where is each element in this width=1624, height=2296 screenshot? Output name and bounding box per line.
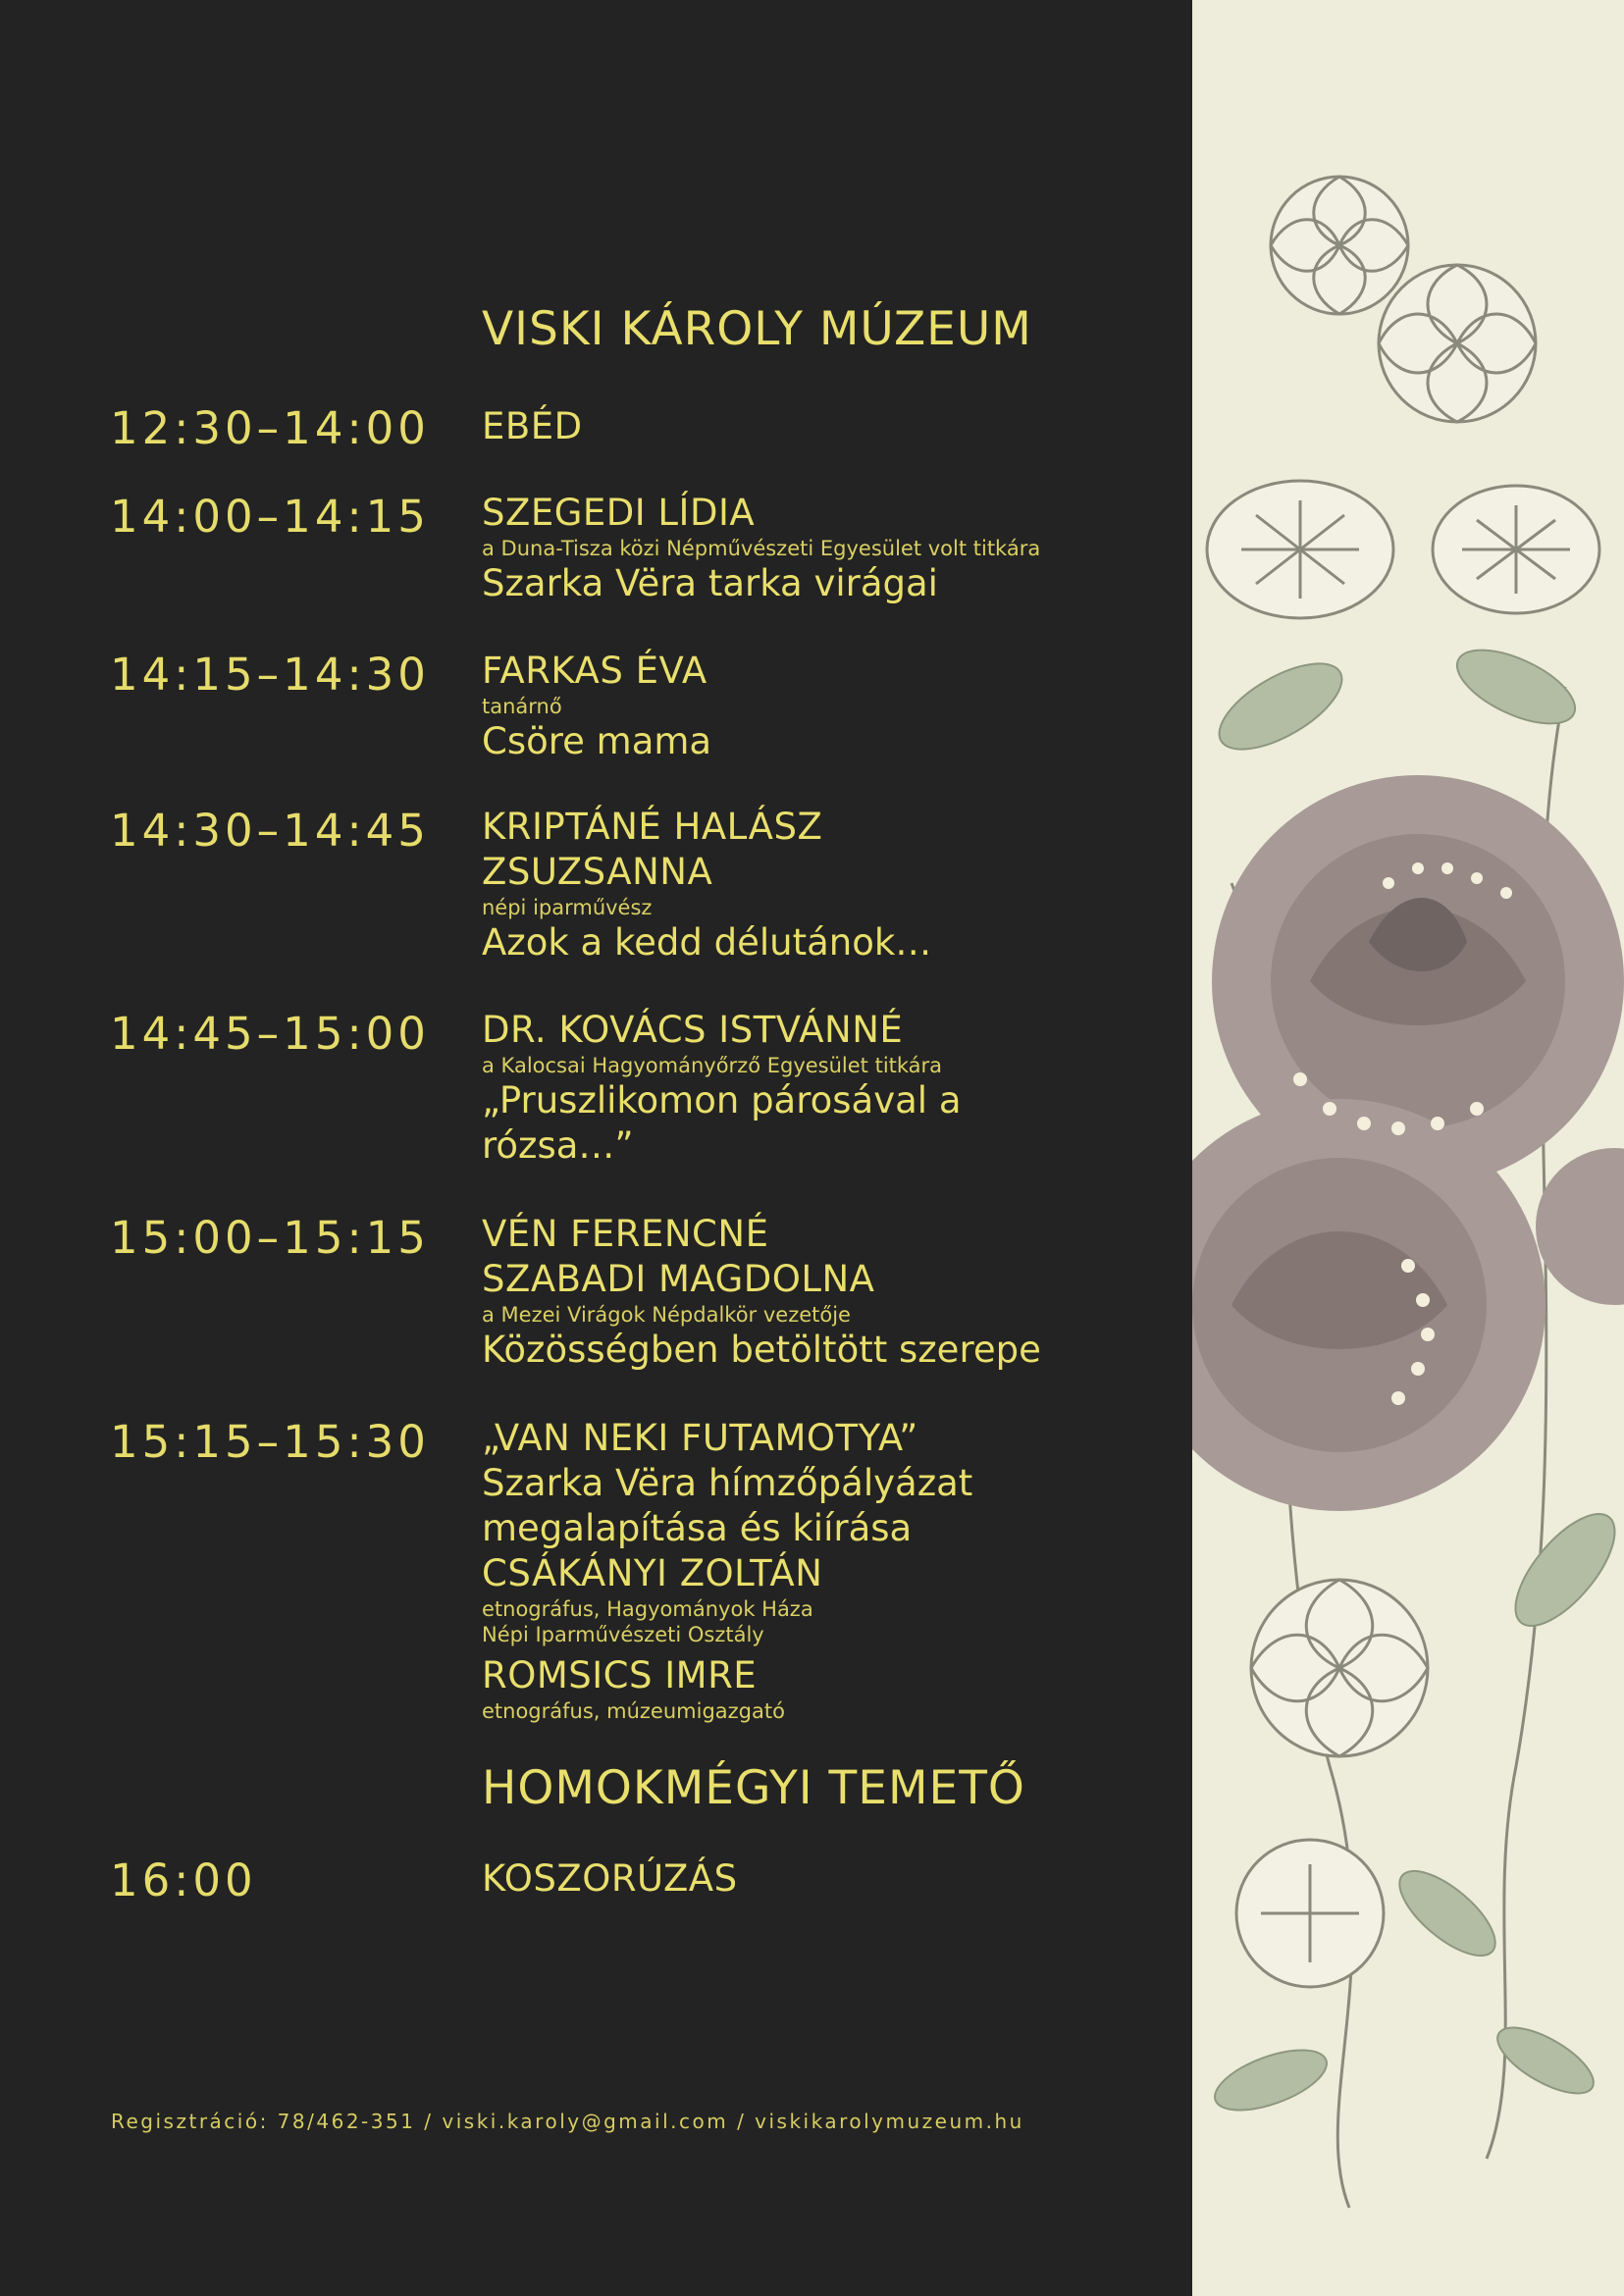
speaker-role: a Duna-Tisza közi Népművészeti Egyesület volt titkára <box>482 537 1041 560</box>
talk-title: megalapítása és kiírása <box>482 1507 913 1549</box>
talk-title: Szarka Vëra hímzőpályázat <box>482 1462 973 1504</box>
talk-title: rózsa…” <box>482 1124 634 1167</box>
time-slot: 16:00 <box>110 1854 257 1906</box>
speaker-name: FARKAS ÉVA <box>482 650 707 692</box>
venue-title-museum: VISKI KÁROLY MÚZEUM <box>482 302 1032 356</box>
program-entry <box>482 1416 1110 1724</box>
speaker-role: etnográfus, Hagyományok Háza <box>482 1597 813 1621</box>
program-entry <box>482 649 1110 764</box>
speaker-name: SZABADI MAGDOLNA <box>482 1258 875 1300</box>
program-entry <box>482 491 1110 606</box>
speaker-name: CSÁKÁNYI ZOLTÁN <box>482 1552 823 1594</box>
talk-title: Szarka Vëra tarka virágai <box>482 562 938 604</box>
talk-title: Azok a kedd délutánok… <box>482 921 932 964</box>
entry-title: EBÉD <box>482 405 583 447</box>
time-slot: 14:15–14:30 <box>110 649 430 701</box>
speaker-role: tanárnő <box>482 695 562 718</box>
time-slot: 15:15–15:30 <box>110 1416 430 1468</box>
floral-embroidery-icon <box>1192 0 1624 2296</box>
speaker-name: KRIPTÁNÉ HALÁSZ <box>482 806 823 848</box>
speaker-role: Népi Iparművészeti Osztály <box>482 1623 764 1646</box>
speaker-name: DR. KOVÁCS ISTVÁNNÉ <box>482 1009 904 1051</box>
speaker-role: népi iparművész <box>482 896 653 919</box>
entry-title: KOSZORÚZÁS <box>482 1857 738 1900</box>
time-slot: 14:45–15:00 <box>110 1008 430 1060</box>
speaker-name: SZEGEDI LÍDIA <box>482 492 756 534</box>
speaker-name: VÉN FERENCNÉ <box>482 1213 769 1255</box>
time-slot: 15:00–15:15 <box>110 1212 430 1264</box>
floral-embroidery-decoration <box>1192 0 1624 2296</box>
program-entry <box>482 404 1110 449</box>
program-entry <box>482 805 1110 965</box>
time-slot: 14:30–14:45 <box>110 805 430 857</box>
talk-title: Csöre mama <box>482 720 712 762</box>
speaker-name: ZSUZSANNA <box>482 851 713 893</box>
time-slot: 14:00–14:15 <box>110 491 430 543</box>
speaker-role: etnográfus, múzeumigazgató <box>482 1699 785 1723</box>
registration-footer: Regisztráció: 78/462-351 / viski.karoly@gmail.com / viskikarolymuzeum.hu <box>111 2110 1024 2133</box>
program-entry <box>482 1212 1110 1373</box>
talk-title: Közösségben betöltött szerepe <box>482 1329 1041 1371</box>
program-entry <box>482 1008 1110 1169</box>
time-slot: 12:30–14:00 <box>110 402 430 454</box>
talk-title: „Pruszlikomon párosával a <box>482 1079 962 1122</box>
speaker-name: ROMSICS IMRE <box>482 1654 758 1696</box>
speaker-role: a Mezei Virágok Népdalkör vezetője <box>482 1303 851 1327</box>
entry-title: „VAN NEKI FUTAMOTYA” <box>482 1417 918 1459</box>
venue-title-cemetery: HOMOKMÉGYI TEMETŐ <box>482 1761 1025 1815</box>
program-entry <box>482 1856 1110 1902</box>
speaker-role: a Kalocsai Hagyományőrző Egyesület titkára <box>482 1054 943 1077</box>
